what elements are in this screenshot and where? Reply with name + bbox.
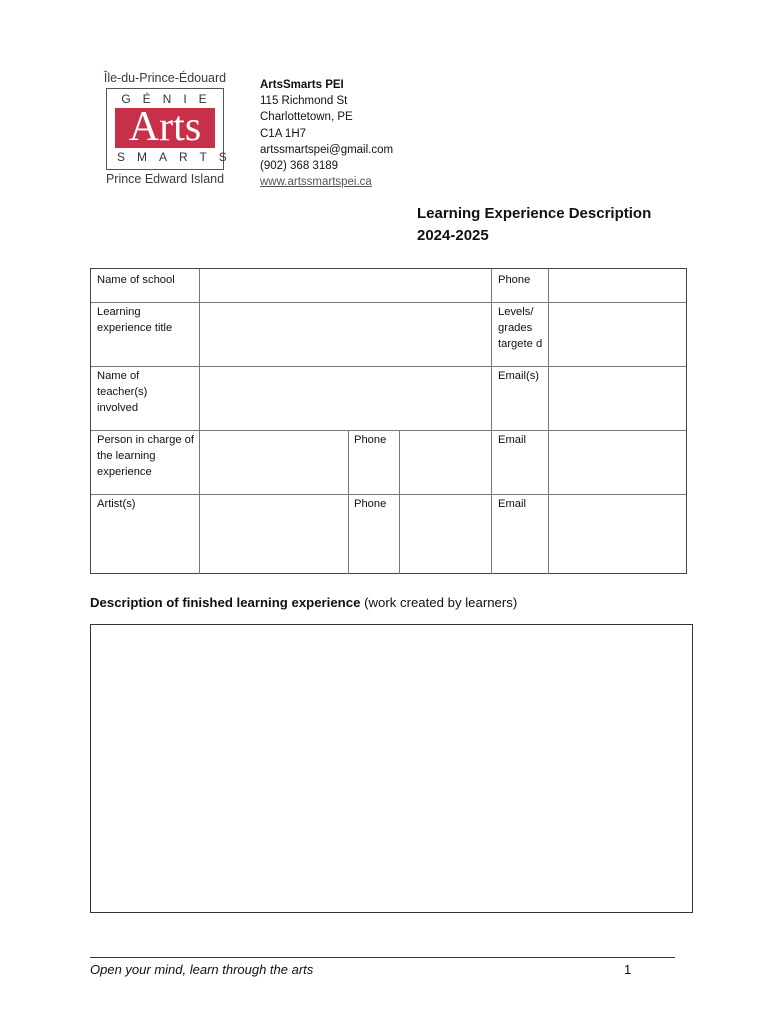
label-teachers: Name of teacher(s) involved	[97, 370, 148, 414]
logo-top-text: Île-du-Prince-Édouard	[103, 71, 227, 85]
label-artists: Artist(s)	[97, 498, 136, 510]
label-phone: Phone	[354, 434, 387, 446]
label-phone: Phone	[498, 274, 531, 286]
artssmarts-logo	[100, 68, 239, 190]
address-block	[260, 77, 393, 190]
label-levels-grades: Levels/ grades targete d	[498, 306, 543, 350]
org-name: ArtsSmarts PEI	[260, 79, 344, 91]
label-email: Email	[498, 498, 526, 510]
row-divider	[91, 430, 686, 431]
label-person-in-charge: Person in charge of the learning experience	[97, 434, 195, 478]
logo-arts-text: Arts	[128, 104, 202, 150]
label-email: Email	[498, 434, 526, 446]
document-title	[417, 203, 651, 247]
row-divider	[91, 494, 686, 495]
column-divider	[348, 430, 349, 574]
column-divider	[491, 269, 492, 574]
row-divider	[91, 302, 686, 303]
description-heading-note: (work created by learners)	[360, 595, 518, 610]
label-name-of-school: Name of school	[97, 274, 175, 286]
logo-arts-band	[115, 104, 215, 150]
row-divider	[91, 366, 686, 367]
contact-phone: (902) 368 3189	[260, 160, 339, 173]
title-line: Learning Experience Description	[417, 205, 652, 222]
footer-tagline: Open your mind, learn through the arts	[90, 962, 314, 977]
column-divider	[199, 269, 200, 574]
page-number: 1	[624, 962, 632, 977]
description-input-box[interactable]	[90, 624, 693, 913]
description-heading	[90, 595, 517, 610]
street-address: 115 Richmond St	[260, 95, 348, 108]
label-learning-experience-title: Learning experience title	[97, 306, 173, 334]
footer-rule	[90, 957, 675, 958]
logo-genie-text: GÉNIE	[121, 92, 219, 106]
title-year: 2024-2025	[417, 227, 489, 244]
label-emails: Email(s)	[498, 370, 540, 382]
logo-smarts-text: SMARTS	[117, 150, 239, 164]
column-divider	[399, 430, 400, 574]
label-phone: Phone	[354, 498, 387, 510]
city-address: Charlottetown, PE	[260, 111, 353, 124]
logo-bottom-text: Prince Edward Island	[105, 172, 225, 186]
description-heading-bold: Description of finished learning experience	[90, 595, 361, 610]
postal-code: C1A 1H7	[260, 127, 307, 140]
column-divider	[548, 269, 549, 574]
logo-frame	[106, 88, 239, 170]
contact-email: artssmartspei@gmail.com	[260, 143, 394, 156]
form-table	[90, 268, 687, 574]
website-link[interactable]: www.artssmartspei.ca	[260, 176, 372, 189]
